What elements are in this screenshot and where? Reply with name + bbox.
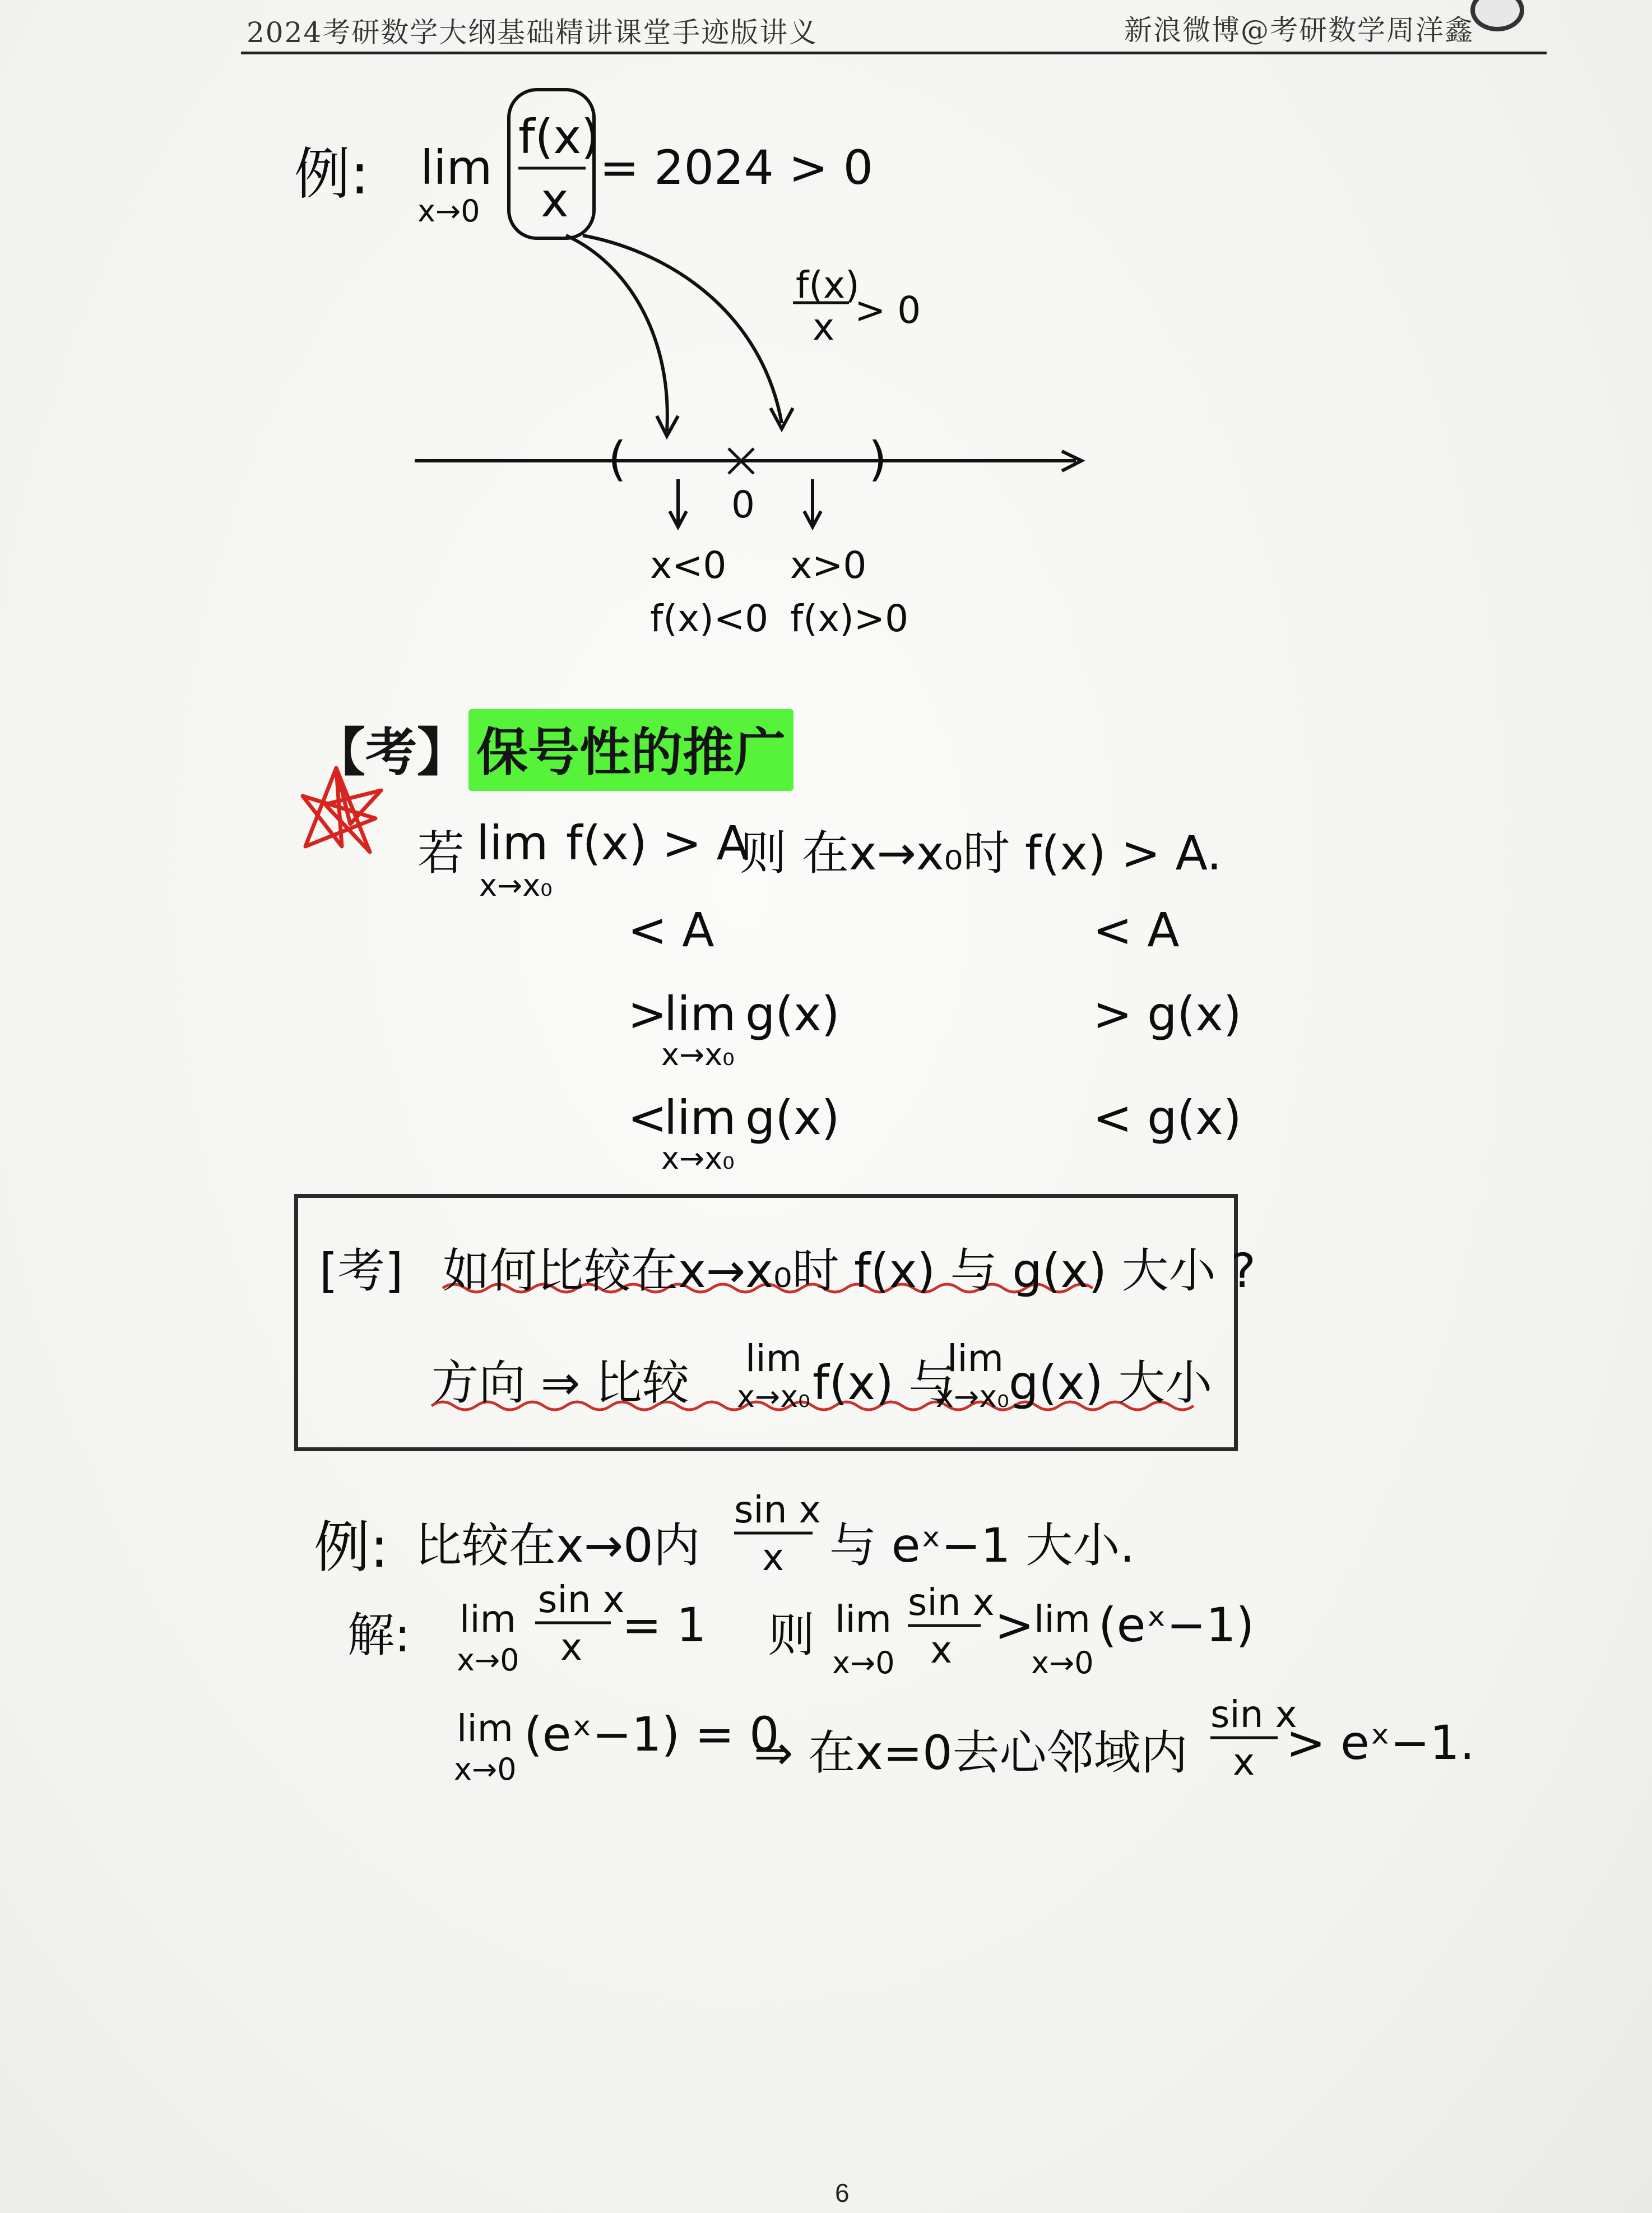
rule-row4-expr: g(x) bbox=[745, 1090, 840, 1145]
arrow-note-rel: > 0 bbox=[855, 289, 921, 332]
left-cond-x: x<0 bbox=[650, 544, 727, 587]
example2-text-end: 与 eˣ−1 大小. bbox=[829, 1518, 1135, 1573]
solution-l1-then: 则 bbox=[768, 1608, 815, 1663]
arrow-note-den: x bbox=[813, 305, 835, 349]
rule-row4-right: < g(x) bbox=[1093, 1090, 1242, 1145]
example1-lim-sub: x→0 bbox=[417, 193, 480, 229]
boxed-question: 如何比较在x→x₀时 f(x) 与 g(x) 大小 ? bbox=[443, 1243, 1256, 1298]
rule-lim-sub: x→x₀ bbox=[479, 868, 553, 903]
example1-frac-num: f(x) bbox=[518, 109, 600, 164]
rule-row2-right: < A bbox=[1093, 902, 1180, 957]
rule-row3-lim-sub: x→x₀ bbox=[661, 1037, 735, 1072]
example2-text: 比较在x→0内 bbox=[415, 1518, 700, 1573]
solution-l1-num: sin x bbox=[538, 1578, 625, 1621]
curved-arrow-left bbox=[566, 235, 667, 432]
solution-lim-3: lim bbox=[1034, 1598, 1090, 1641]
solution-lim-sub-1: x→0 bbox=[457, 1642, 519, 1678]
solution-label: 解: bbox=[347, 1608, 411, 1663]
example1-label: 例: bbox=[294, 141, 369, 207]
rule-line1-expr: f(x) > A bbox=[566, 816, 749, 871]
solution-lim-2: lim bbox=[835, 1598, 892, 1641]
solution-l2-den: x bbox=[1233, 1740, 1255, 1784]
solution-l2-concl: ⇒ 在x=0去心邻域内 bbox=[754, 1725, 1188, 1780]
solution-lim-1: lim bbox=[460, 1598, 516, 1641]
axis-right-paren: ) bbox=[869, 432, 887, 487]
solution-l1-den-2: x bbox=[930, 1628, 953, 1672]
right-cond-fx: f(x)>0 bbox=[790, 597, 909, 640]
boxed-answer-prefix: 方向 ⇒ 比较 bbox=[431, 1355, 689, 1410]
solution-l2-end: > eˣ−1. bbox=[1286, 1715, 1475, 1770]
boxed-answer-end: g(x) 大小 bbox=[1009, 1355, 1213, 1410]
solution-l1-rhs: = 1 bbox=[622, 1598, 707, 1652]
solution-l2-expr: (eˣ−1) = 0 bbox=[524, 1707, 779, 1762]
rule-line1-then: 则 在x→x₀时 f(x) > A. bbox=[740, 826, 1222, 881]
example1-lim: lim bbox=[420, 140, 493, 195]
example2-frac-den: x bbox=[762, 1536, 785, 1579]
header-left-title: 2024考研数学大纲基础精讲课堂手迹版讲义 bbox=[247, 16, 818, 49]
rule-row3-lim: lim bbox=[664, 987, 736, 1041]
solution-lim-sub-4: x→0 bbox=[454, 1752, 517, 1787]
rule-row3-expr: g(x) bbox=[745, 987, 840, 1041]
section-title bbox=[314, 709, 793, 791]
section-tag: 【考】 bbox=[314, 723, 469, 783]
solution-lim-sub-2: x→0 bbox=[832, 1645, 895, 1680]
rule-row4-lim: lim bbox=[664, 1090, 736, 1145]
highlighted-title: 保号性的推广 bbox=[468, 709, 793, 791]
rule-if: 若 bbox=[417, 826, 465, 881]
example2-frac-num: sin x bbox=[734, 1488, 821, 1531]
boxed-lim-sub-2: x→x₀ bbox=[936, 1379, 1009, 1414]
boxed-lim-2: lim bbox=[947, 1337, 1004, 1380]
rule-row3-prefix: > bbox=[628, 987, 667, 1041]
example1-rhs: = 2024 > 0 bbox=[600, 140, 874, 195]
right-cond-x: x>0 bbox=[790, 544, 867, 587]
solution-l1-mid: > bbox=[995, 1598, 1034, 1652]
solution-l1-end: (eˣ−1) bbox=[1098, 1598, 1255, 1652]
solution-lim-sub-3: x→0 bbox=[1031, 1645, 1094, 1680]
left-cond-fx: f(x)<0 bbox=[650, 597, 769, 640]
header-right-title: 新浪微博@考研数学周洋鑫 bbox=[1124, 14, 1474, 47]
rule-row4-lim-sub: x→x₀ bbox=[661, 1141, 735, 1176]
example2-label: 例: bbox=[314, 1515, 389, 1580]
curved-arrow-right bbox=[583, 235, 782, 423]
page-number: 6 bbox=[835, 2178, 850, 2207]
solution-l1-den: x bbox=[560, 1626, 583, 1669]
rule-row2-left: < A bbox=[628, 902, 714, 957]
rule-row4-prefix: < bbox=[628, 1090, 667, 1145]
arrow-note-num: f(x) bbox=[796, 263, 860, 307]
solution-l1-num-2: sin x bbox=[908, 1581, 995, 1624]
boxed-answer-mid: f(x) 与 bbox=[813, 1355, 956, 1410]
solution-lim-4: lim bbox=[457, 1707, 513, 1750]
boxed-lim-sub-1: x→x₀ bbox=[737, 1379, 810, 1414]
axis-zero: 0 bbox=[731, 483, 755, 526]
example1-frac-den: x bbox=[541, 173, 569, 228]
rule-lim: lim bbox=[476, 816, 549, 871]
solution-l2-num: sin x bbox=[1210, 1693, 1297, 1736]
rule-row3-right: > g(x) bbox=[1093, 987, 1242, 1041]
axis-left-paren: ( bbox=[608, 432, 627, 487]
boxed-lim-1: lim bbox=[745, 1337, 802, 1380]
page-header bbox=[241, 0, 1547, 54]
boxed-tag: [考] bbox=[319, 1243, 403, 1298]
weibo-logo-icon bbox=[1470, 0, 1524, 31]
